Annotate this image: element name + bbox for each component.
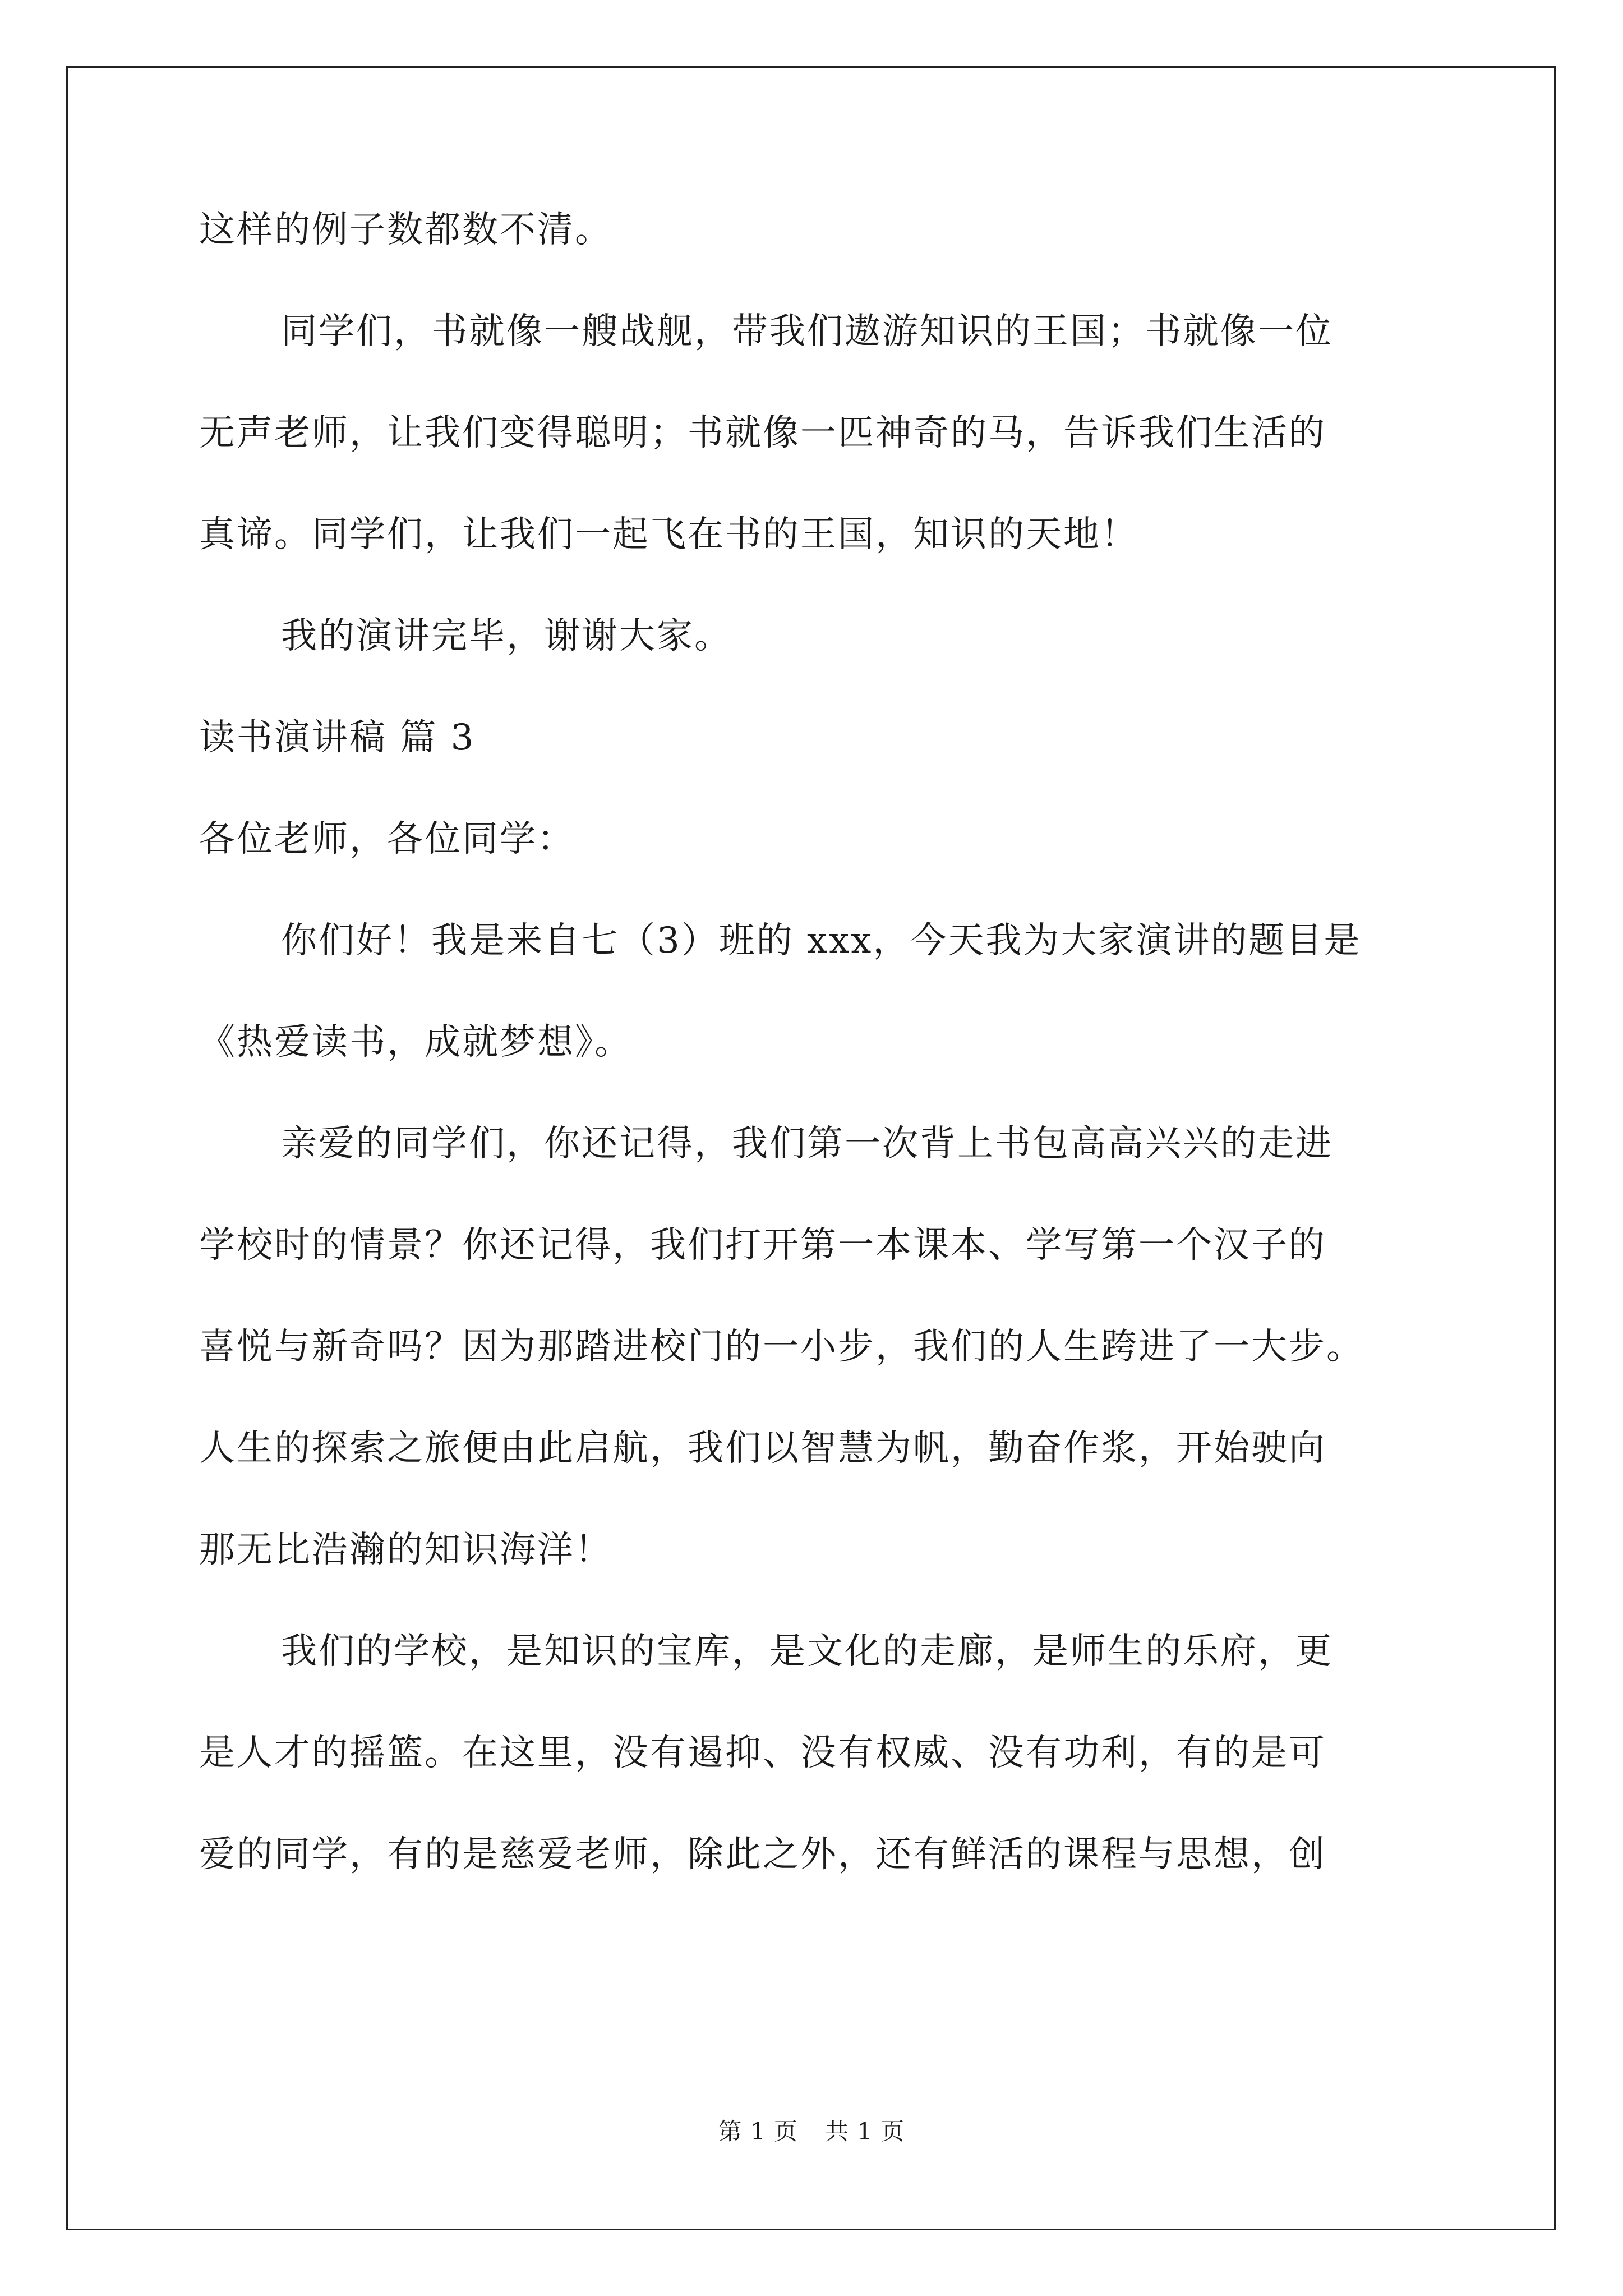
page-total: 共 1 页 [825, 2118, 905, 2145]
text-line: 无声老师，让我们变得聪明；书就像一匹神奇的马，告诉我们生活的 [199, 412, 1326, 454]
text-line: 人生的探索之旅便由此启航，我们以智慧为帆，勤奋作浆，开始驶向 [199, 1428, 1326, 1469]
document-body [199, 202, 1433, 1928]
text-line: 《热爱读书，成就梦想》。 [199, 1022, 632, 1063]
text-line: 真谛。同学们，让我们一起飞在书的王国，知识的天地！ [199, 514, 1138, 555]
paragraph-start-line: 亲爱的同学们，你还记得，我们第一次背上书包高高兴兴的走进 [281, 1123, 1333, 1165]
text-line: 那无比浩瀚的知识海洋！ [199, 1529, 612, 1571]
paragraph-start-line: 我的演讲完毕，谢谢大家。 [281, 615, 732, 657]
section-heading: 读书演讲稿 篇 3 [199, 717, 476, 758]
paragraph-start-line: 同学们，书就像一艘战舰，带我们遨游知识的王国；书就像一位 [281, 311, 1333, 352]
paragraph-start-line: 你们好！我是来自七（3）班的 xxx，今天我为大家演讲的题目是 [281, 920, 1362, 961]
page-footer [0, 2115, 1623, 2148]
text-line: 喜悦与新奇吗？因为那踏进校门的一小步，我们的人生跨进了一大步。 [199, 1326, 1364, 1368]
page-number: 第 1 页 [718, 2118, 798, 2145]
text-line: 爱的同学，有的是慈爱老师，除此之外，还有鲜活的课程与思想，创 [199, 1834, 1326, 1875]
text-line: 这样的例子数都数不清。 [199, 209, 612, 251]
paragraph-start-line: 我们的学校，是知识的宝库，是文化的走廊，是师生的乐府，更 [281, 1631, 1333, 1672]
salutation-line: 各位老师，各位同学： [199, 818, 575, 860]
text-line: 是人才的摇篮。在这里，没有遏抑、没有权威、没有功利，有的是可 [199, 1732, 1326, 1774]
text-line: 学校时的情景？你还记得，我们打开第一本课本、学写第一个汉子的 [199, 1225, 1326, 1266]
